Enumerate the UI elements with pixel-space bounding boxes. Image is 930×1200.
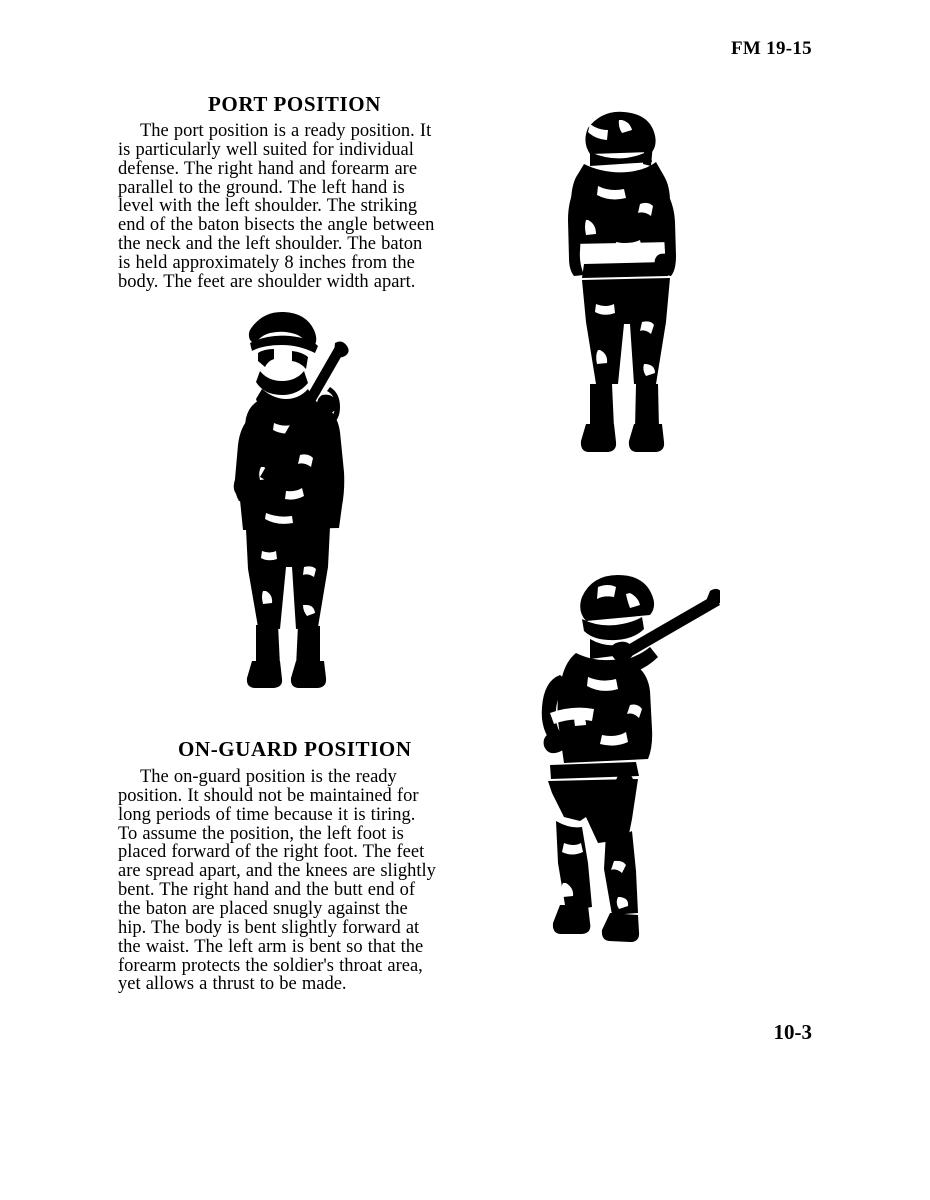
section-heading-port-position: PORT POSITION xyxy=(208,92,381,116)
section-heading-on-guard-position: ON-GUARD POSITION xyxy=(178,737,412,761)
page-number: 10-3 xyxy=(773,1020,812,1044)
manual-identifier: FM 19-15 xyxy=(730,38,812,59)
figure-soldier-port-position-front xyxy=(200,305,375,705)
figure-soldier-on-guard-position xyxy=(520,565,720,965)
section-body-port-position: The port position is a ready position. It is particularly well suited for individual defense. The right hand and forearm are parallel to the ground. The left hand is level with the left shoulder. The striking end of the baton bisects the angle between the neck and the left shoulder. The baton is held approximately 8 inches from the body. The feet are shoulder width apart. xyxy=(118,121,435,292)
figure-soldier-port-position-rear xyxy=(560,108,700,508)
section-body-on-guard-position: The on-guard position is the ready position. It should not be maintained for long periods of time because it is tiring. To assume the position, the left foot is placed forward of the right foot. The feet are spread apart, and the knees are slightly bent. The right hand and the butt end of the baton are placed snugly against the hip. The body is bent slightly forward at the waist. The left arm is bent so that the forearm protects the soldier's throat area, yet allows a thrust to be made. xyxy=(118,767,436,995)
